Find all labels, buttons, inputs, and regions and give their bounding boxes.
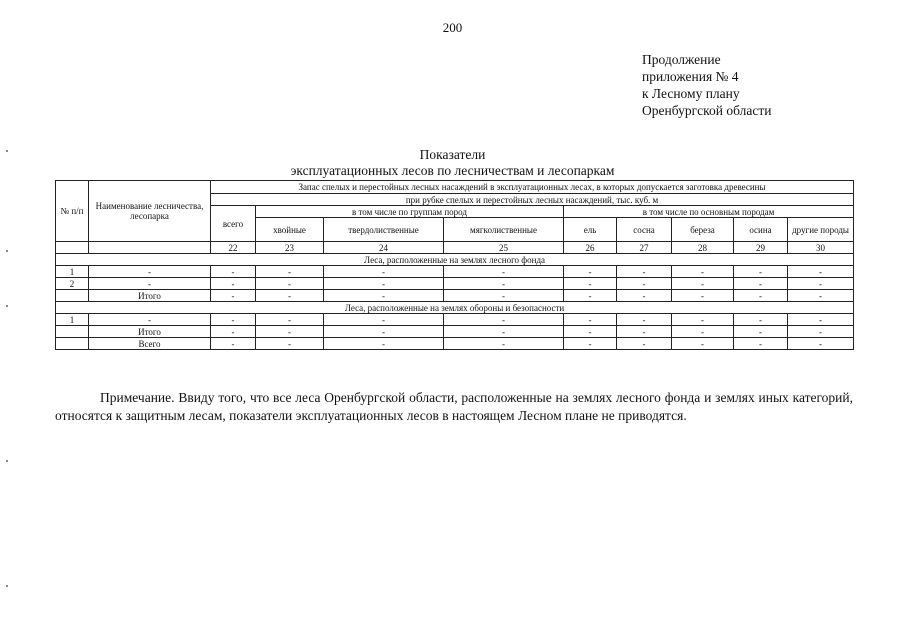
- section-title: Леса, расположенные на землях обороны и безопасности: [56, 302, 854, 314]
- page-number: 200: [442, 20, 463, 35]
- header-group-main-species: в том числе по основным породам: [564, 206, 854, 218]
- value-cell: -: [324, 314, 444, 326]
- value-cell: -: [256, 326, 324, 338]
- value-cell: -: [564, 338, 617, 350]
- scan-margin-mark: [6, 305, 8, 307]
- value-cell: -: [211, 290, 256, 302]
- continuation-line: приложения № 4: [642, 69, 739, 84]
- header-main: Запас спелых и перестойных лесных насаждений в эксплуатационных лесах, в которых допускается заготовка древесины: [211, 181, 854, 194]
- indicators-table: [55, 180, 854, 350]
- table-header: [56, 181, 854, 254]
- row-name: Всего: [89, 338, 211, 350]
- value-cell: -: [672, 278, 734, 290]
- column-number: 28: [672, 242, 734, 254]
- value-cell: -: [444, 266, 564, 278]
- row-name: -: [89, 278, 211, 290]
- section-title: Леса, расположенные на землях лесного фонда: [56, 254, 854, 266]
- header-sub: при рубке спелых и перестойных лесных насаждений, тыс. куб. м: [211, 194, 854, 206]
- value-cell: -: [564, 278, 617, 290]
- value-cell: -: [788, 314, 854, 326]
- section-row: [56, 254, 854, 266]
- appendix-continuation-block: [642, 51, 771, 119]
- value-cell: -: [211, 338, 256, 350]
- header-species: береза: [672, 218, 734, 242]
- value-cell: -: [256, 314, 324, 326]
- table-row: [56, 326, 854, 338]
- value-cell: -: [256, 338, 324, 350]
- document-title: [0, 147, 905, 179]
- value-cell: -: [211, 326, 256, 338]
- row-number: [56, 290, 89, 302]
- value-cell: -: [734, 290, 788, 302]
- row-number: [56, 338, 89, 350]
- note-paragraph: Примечание. Ввиду того, что все леса Оренбургской области, расположенные на землях лесного фонда и землях иных категорий, относятся к защитным лесам, показатели эксплуатационных лесов в настоящем Лесном плане не приводятся.: [55, 390, 853, 423]
- value-cell: -: [734, 326, 788, 338]
- value-cell: -: [211, 266, 256, 278]
- value-cell: -: [617, 266, 672, 278]
- value-cell: -: [672, 266, 734, 278]
- title-line: эксплуатационных лесов по лесничествам и лесопаркам: [290, 163, 615, 178]
- value-cell: -: [444, 314, 564, 326]
- header-col-number: № п/п: [56, 181, 89, 242]
- row-number: [56, 326, 89, 338]
- column-number: 23: [256, 242, 324, 254]
- value-cell: -: [256, 266, 324, 278]
- value-cell: -: [672, 290, 734, 302]
- value-cell: -: [324, 326, 444, 338]
- column-number: 25: [444, 242, 564, 254]
- scan-margin-mark: [6, 150, 8, 152]
- title-line: Показатели: [419, 147, 486, 162]
- column-numbers-row: [56, 242, 854, 254]
- value-cell: -: [734, 266, 788, 278]
- value-cell: -: [672, 338, 734, 350]
- header-species: мягколиственные: [444, 218, 564, 242]
- value-cell: -: [617, 338, 672, 350]
- value-cell: -: [256, 278, 324, 290]
- scan-margin-mark: [6, 585, 8, 587]
- column-number: 24: [324, 242, 444, 254]
- row-number: 1: [56, 266, 89, 278]
- value-cell: -: [788, 338, 854, 350]
- value-cell: -: [564, 326, 617, 338]
- row-name: -: [89, 266, 211, 278]
- value-cell: -: [211, 314, 256, 326]
- value-cell: -: [564, 266, 617, 278]
- row-number: 2: [56, 278, 89, 290]
- header-col-total: всего: [211, 206, 256, 242]
- value-cell: -: [324, 338, 444, 350]
- value-cell: -: [788, 290, 854, 302]
- section-row: [56, 302, 854, 314]
- column-number: 27: [617, 242, 672, 254]
- row-name: -: [89, 314, 211, 326]
- column-number: 22: [211, 242, 256, 254]
- continuation-line: Продолжение: [642, 52, 721, 67]
- header-species: осина: [734, 218, 788, 242]
- value-cell: -: [617, 314, 672, 326]
- header-species: сосна: [617, 218, 672, 242]
- value-cell: -: [788, 326, 854, 338]
- row-name: Итого: [89, 290, 211, 302]
- value-cell: -: [672, 326, 734, 338]
- table-row: [56, 278, 854, 290]
- table-body: [56, 254, 854, 350]
- value-cell: -: [617, 278, 672, 290]
- continuation-line: Оренбургской области: [642, 103, 772, 118]
- value-cell: -: [256, 290, 324, 302]
- value-cell: -: [617, 290, 672, 302]
- value-cell: -: [211, 278, 256, 290]
- continuation-line: к Лесному плану: [642, 86, 740, 101]
- table-row: [56, 314, 854, 326]
- header-group-species-groups: в том числе по группам пород: [256, 206, 564, 218]
- header-species: другие породы: [788, 218, 854, 242]
- value-cell: -: [444, 338, 564, 350]
- table-row: [56, 266, 854, 278]
- value-cell: -: [564, 290, 617, 302]
- value-cell: -: [734, 314, 788, 326]
- value-cell: -: [788, 278, 854, 290]
- value-cell: -: [734, 278, 788, 290]
- row-number: 1: [56, 314, 89, 326]
- header-species: твердолиственные: [324, 218, 444, 242]
- row-name: Итого: [89, 326, 211, 338]
- value-cell: -: [672, 314, 734, 326]
- value-cell: -: [444, 290, 564, 302]
- table-row: [56, 290, 854, 302]
- value-cell: -: [788, 266, 854, 278]
- value-cell: -: [324, 266, 444, 278]
- scan-margin-mark: [6, 460, 8, 462]
- header-col-name: Наименование лесничества, лесопарка: [89, 181, 211, 242]
- scan-margin-mark: [6, 250, 8, 252]
- column-number: 29: [734, 242, 788, 254]
- column-number: 26: [564, 242, 617, 254]
- value-cell: -: [324, 278, 444, 290]
- value-cell: -: [734, 338, 788, 350]
- value-cell: -: [617, 326, 672, 338]
- header-species: ель: [564, 218, 617, 242]
- value-cell: -: [444, 326, 564, 338]
- value-cell: -: [444, 278, 564, 290]
- value-cell: -: [324, 290, 444, 302]
- column-number: 30: [788, 242, 854, 254]
- table-row: [56, 338, 854, 350]
- header-species: хвойные: [256, 218, 324, 242]
- value-cell: -: [564, 314, 617, 326]
